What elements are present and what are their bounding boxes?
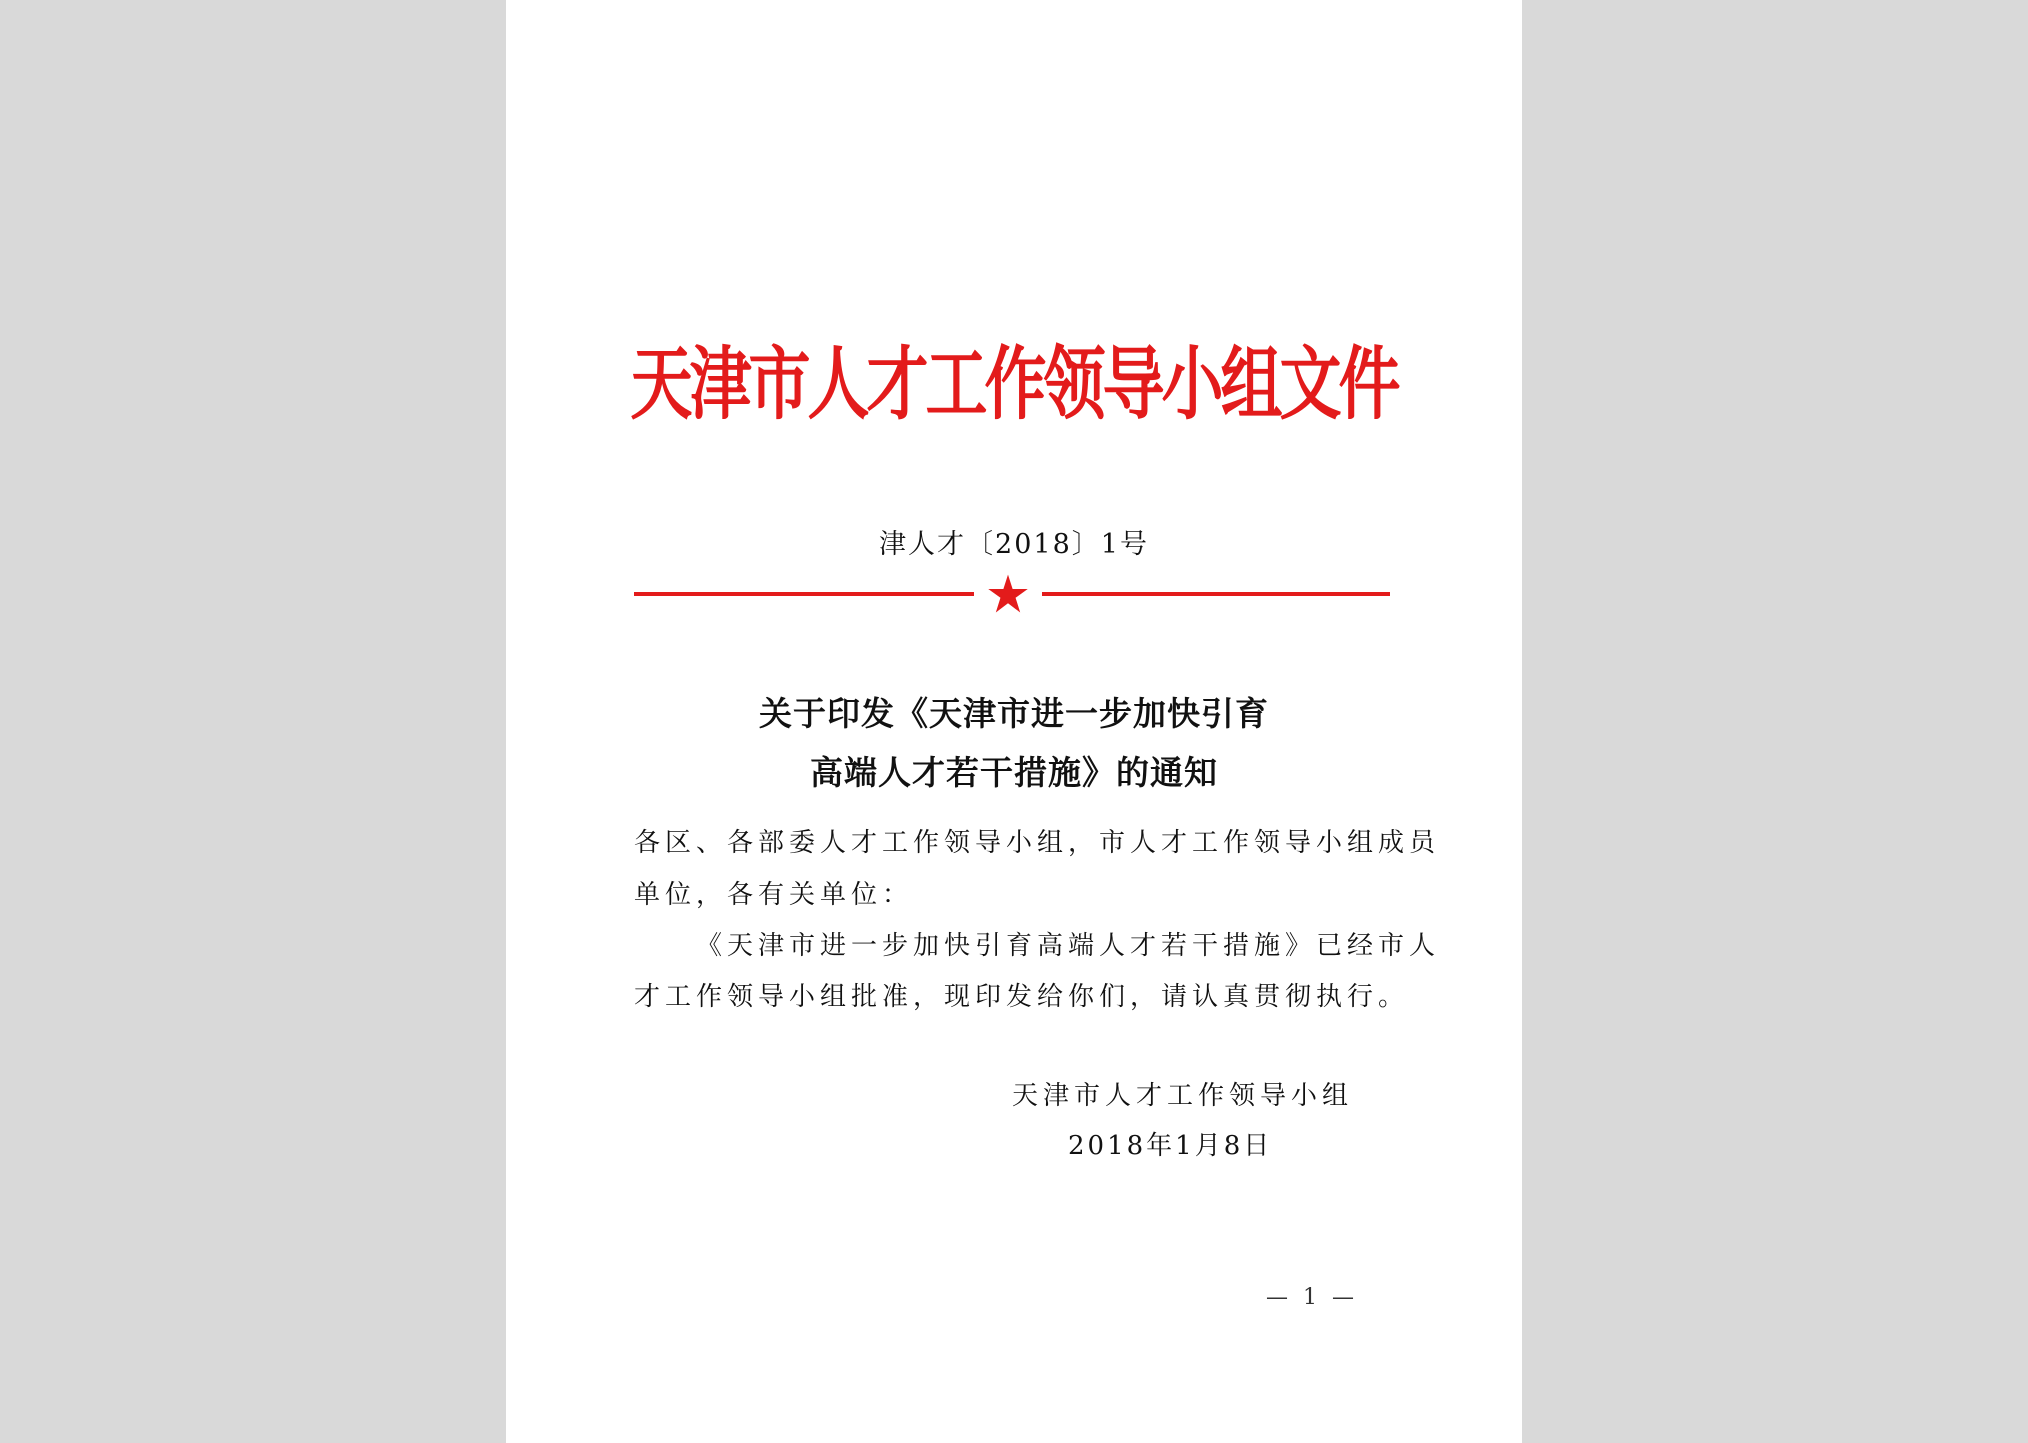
issuer-header: 天津市人才工作领导小组文件 [630, 337, 1398, 431]
signature-date: 2018年1月8日 [1068, 1131, 1273, 1161]
document-number: 津人才〔2018〕1号 [879, 529, 1149, 560]
document-page [506, 0, 1522, 1443]
addressee-line-1: 各区、各部委人才工作领导小组，市人才工作领导小组成员 [634, 828, 1441, 858]
page-number: — 1 — [1266, 1285, 1358, 1310]
notice-title-line-1: 关于印发《天津市进一步加快引育 [759, 694, 1269, 733]
star-icon [987, 573, 1029, 615]
red-separator-left [634, 592, 974, 596]
addressee-line-2: 单位，各有关单位： [634, 880, 914, 910]
body-text-line-2: 才工作领导小组批准，现印发给你们，请认真贯彻执行。 [634, 982, 1410, 1012]
notice-title-line-2: 高端人才若干措施》的通知 [810, 753, 1218, 792]
signature-organization: 天津市人才工作领导小组 [1012, 1081, 1354, 1111]
body-text-line-1: 《天津市进一步加快引育高端人才若干措施》已经市人 [696, 931, 1441, 961]
red-separator-right [1042, 592, 1390, 596]
